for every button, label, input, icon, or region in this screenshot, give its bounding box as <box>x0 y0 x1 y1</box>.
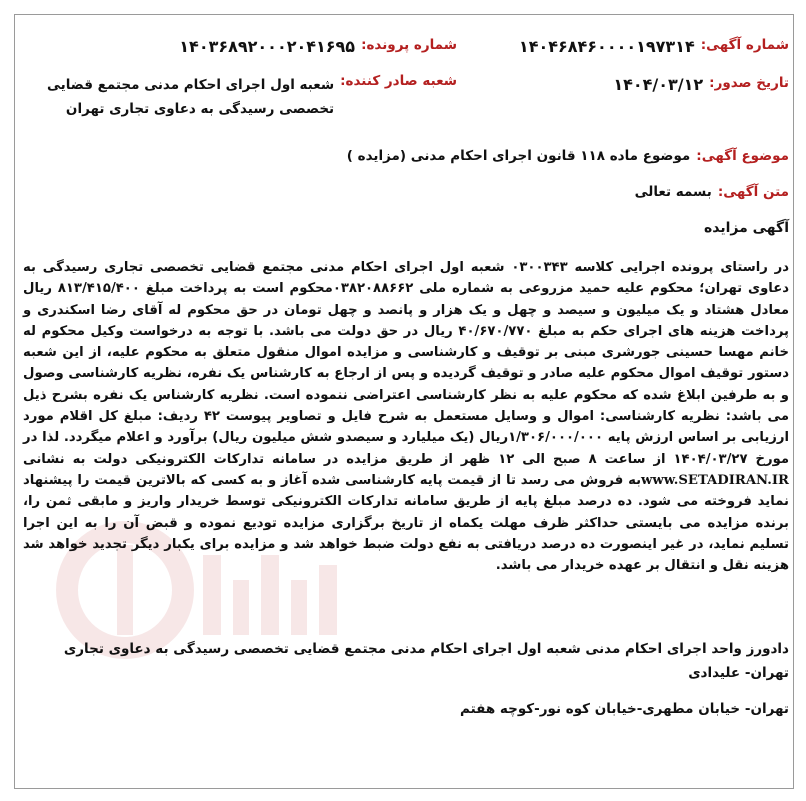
file-number-row <box>179 37 457 56</box>
subject-label: موضوع آگهی: <box>696 148 789 164</box>
website-link[interactable]: www.SETADIRAN.IR <box>641 472 789 488</box>
issuer-label: شعبه صادر کننده: <box>340 73 457 89</box>
file-number-value: ۱۴۰۳۶۸۹۲۰۰۰۲۰۴۱۶۹۵ <box>179 37 356 56</box>
office-address: تهران- خیابان مطهری-خیابان کوه نور-کوچه هفتم <box>460 701 789 717</box>
issuer-value: شعبه اول اجرای احکام مدنی مجتمع قضایی تخصصی رسیدگی به دعاوی تجاری تهران <box>46 77 335 117</box>
body-label: متن آگهی: <box>717 184 789 200</box>
issuer-row <box>14 73 457 121</box>
issue-date-value: ۱۴۰۴/۰۳/۱۲ <box>613 75 704 94</box>
file-number-label: شماره پرونده: <box>361 37 457 53</box>
notice-number-row <box>519 37 789 56</box>
subject-row <box>347 148 789 164</box>
notice-heading: آگهی مزایده <box>703 220 789 236</box>
issue-date-label: تاریخ صدور: <box>709 75 789 91</box>
body-part-1: در راستای پرونده اجرایی کلاسه ۰۳۰۰۳۴۳ شعبه اول اجرای احکام مدنی مجتمع قضایی تخصصی تجاری رسیدگی به دعاوی تهران؛ محکوم علیه حمید مزروعی به شماره ملی ۰۳۸۲۰۸۸۶۶۲محکوم است به پرداخت مبلغ ۸۱۳/۴۱۵/۴۰۰ ریال معادل هشتاد و یک میلیون و سیصد و چهل و یک هزار و پانصد و چهل تومان در حق محکوم له آقای رضا اسکندری و پرداخت هزینه های اجرای حکم به مبلغ ۴۰/۶۷۰/۷۷۰ ریال در حق دولت می باشد. با توجه به درخواست وکیل محکوم له خانم مهسا حسینی جورشری مبنی بر توقیف و کارشناسی و مزایده اموال منقول متعلق به محکوم علیه، از این شعبه دستور توقیف اموال محکوم علیه صادر و توقیف گردیده و پس از ارجاع به کارشناس یک نفره، نظریه کارشناسی وصول و به طرفین ابلاغ شده که محکوم علیه به نظر کارشناسی اعتراضی ننموده است. نظریه کارشناس یک نفره بشرح ذیل می باشد: نظریه کارشناسی: اموال و وسایل مستعمل به شرح فایل و تصاویر پیوست ۴۲ ردیف: مبلغ کل اقلام مورد ارزیابی بر اساس ارزش پایه ۱/۳۰۶/۰۰۰/۰۰۰ریال (یک میلیارد و سیصدو شش میلیون ریال) برآورد و اعلام میگردد. لذا در مورخ ۱۴۰۴/۰۳/۲۷ از ساعت ۸ صبح الی ۱۲ ظهر از طریق مزایده در سامانه تدارکات الکترونیکی دولت به نشانی <box>23 260 790 467</box>
footer-signature: دادورز واحد اجرای احکام مدنی شعبه اول اجرای احکام مدنی مجتمع قضایی تخصصی رسیدگی به دعاوی تجاری تهران- علیدادی <box>63 641 789 681</box>
notice-body <box>23 257 789 576</box>
body-opening: بسمه تعالی <box>634 184 712 200</box>
issue-date-row <box>613 75 789 94</box>
notice-number-value: ۱۴۰۴۶۸۴۶۰۰۰۰۱۹۷۳۱۴ <box>518 37 695 56</box>
body-label-row <box>635 184 789 200</box>
subject-value: موضوع ماده ۱۱۸ قانون اجرای احکام مدنی (مزایده ) <box>346 148 691 164</box>
notice-card <box>14 14 794 789</box>
body-part-2: به فروش می رسد تا از قیمت پایه کارشناسی شده آغاز و به کسی که بالاترین قیمت را پیشنهاد نماید فروخته می شود. ده درصد مبلغ پایه از طریق سامانه تدارکات الکترونیکی توسط خریدار واریز و مابقی ثمن را، برنده مزایده می بایستی حداکثر ظرف مهلت یکماه از تاریخ برگزاری مزایده تودیع نموده و قبض آن را به این اجرا تسلیم نماید، در غیر اینصورت ده درصد دریافتی به نفع دولت ضبط خواهد شد و مزایده برای یکبار دیگر تجدید خواهد شد هزینه نقل و انتقال بر عهده خریدار می باشد. <box>23 472 789 574</box>
notice-number-label: شماره آگهی: <box>700 37 789 53</box>
